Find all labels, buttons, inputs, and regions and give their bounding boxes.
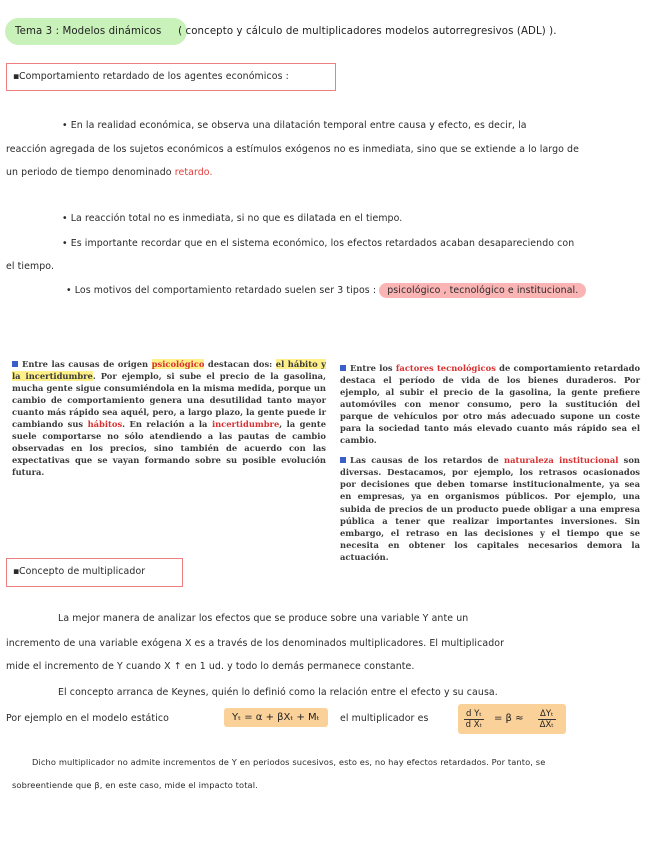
paragraph-line: un periodo de tiempo denominado retardo. [6, 167, 213, 178]
bullet-item: • Es importante recordar que en el sistema económico, los efectos retardados acaban desapareciendo con [62, 238, 575, 249]
left-column: Entre las causas de origen psicológico destacan dos: el hábito y la incertidumbre. Por ejemplo, si sube el precio de la gasolina, mucha gente sigue consumiéndola en la misma medida, porque un cambio de comportamiento genera una desutilidad tanto mayor cuanto más rápido sea aquél, pero, a largo plazo, la gente puede ir cambiando sus hábitos. En relación a la incertidumbre, la gente suele comportarse no sólo atendiendo a las pautas de cambio observadas en los precios, sino también de acuerdo con las expectativas que se vayan formando sobre su posible evolución futura. [12, 359, 327, 478]
paragraph-line: El concepto arranca de Keynes, quién lo definió como la relación entre el efecto y su causa. [58, 687, 498, 698]
title-main: Tema 3 : Modelos dinámicos [15, 26, 162, 37]
multiplier-formula [458, 704, 566, 734]
retardo-term: retardo. [174, 167, 213, 178]
paragraph-line: incremento de una variable exógena X es a través de los denominados multiplicadores. El multiplicador [6, 638, 505, 649]
bullet-item-continuation: el tiempo. [6, 261, 55, 272]
equals-beta: = β ≈ [494, 713, 524, 724]
bullet-square-icon [340, 365, 346, 371]
section-header-text: Concepto de multiplicador [19, 566, 146, 577]
paragraph-line: mide el incremento de Y cuando X ↑ en 1 ud. y todo lo demás permanece constante. [6, 661, 415, 672]
bullet-item: • Los motivos del comportamiento retardado suelen ser 3 tipos : psicológico , tecnológico e institucional. [66, 286, 586, 296]
paragraph-line: Dicho multiplicador no admite incrementos de Y en periodos sucesivos, esto es, no hay efectos retardados. Por tanto, se [32, 757, 546, 767]
paragraph-line: reacción agregada de los sujetos económicos a estímulos exógenos no es inmediata, sino que se extiende a lo largo de [6, 144, 579, 155]
page-title [15, 26, 557, 37]
title-bar [3, 18, 649, 46]
title-subtitle: ( concepto y cálculo de multiplicadores modelos autorregresivos (ADL) ). [178, 26, 557, 37]
bullet-item: • La reacción total no es inmediata, si no que es dilatada en el tiempo. [62, 213, 403, 224]
derivative-fraction: $\frac{\text{d Yₜ}}{\text{d Xₜ}}$ [465, 709, 483, 730]
bullet-square-icon [12, 361, 18, 367]
paragraph-line: sobreentiende que β, en este caso, mide el impacto total. [12, 780, 258, 790]
tipos-highlight: psicológico , tecnológico e institucional. [379, 283, 586, 298]
paragraph-line: • En la realidad económica, se observa una dilatación temporal entre causa y efecto, es decir, la [62, 120, 527, 131]
paragraph-line: Por ejemplo en el modelo estático [6, 713, 169, 724]
bullet-square-icon [340, 457, 346, 463]
section-header-comportamiento: ▪ Comportamiento retardado de los agentes económicos : [6, 63, 336, 91]
section-header-multiplicador: ▪ Concepto de multiplicador [6, 558, 183, 587]
paragraph-line: el multiplicador es [340, 713, 429, 724]
right-column: Entre los factores tecnológicos de comportamiento retardado destaca el período de vida de los bienes duraderos. Por ejemplo, al subir el precio de la gasolina, la gente prefiere automóviles con menor consumo, pero la sustitución del parque de vehículos por otro más adecuado supone un coste para la sociedad tanto más elevado cuanto más rápido sea el cambio. Las causas de los retardos de naturaleza institucional son diversas. Destacamos, por ejemplo, los retrasos ocasionados por decisiones que deben tomarse institucionalmente, ya sea en empresas, ya en organismos públicos. Por ejemplo, una subida de precios de un producto puede obligar a una empresa pública a tener que realizar importantes inversiones. Sin embargo, el retraso en las decisiones y el tiempo que se necesita en obtener los capitales necesarios demora la actuación. [340, 363, 641, 562]
static-model-formula: Yₜ = α + βXₜ + Mₜ [224, 708, 328, 727]
paragraph-line: La mejor manera de analizar los efectos que se produce sobre una variable Y ante un [58, 613, 469, 624]
section-header-text: Comportamiento retardado de los agentes económicos : [19, 71, 289, 82]
delta-fraction: ΔYₜ ΔXₜ [539, 709, 554, 730]
